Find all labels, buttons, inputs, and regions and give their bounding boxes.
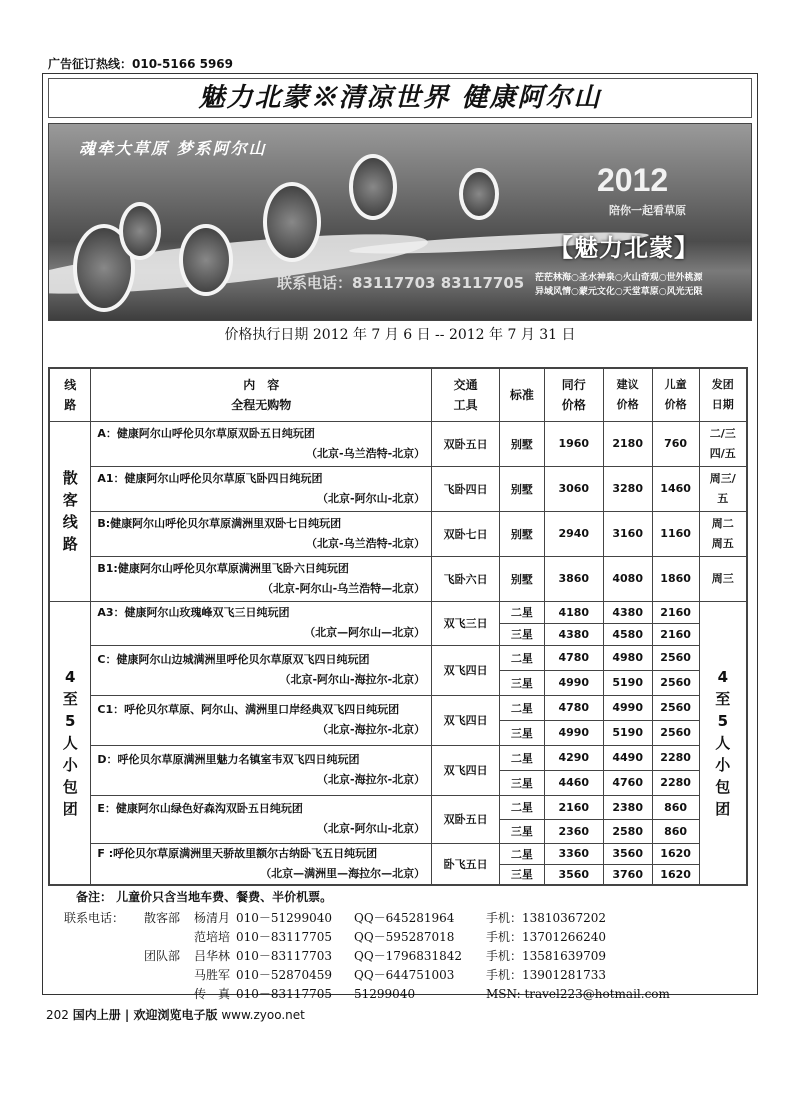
suggested-price-cell: 3160	[603, 511, 652, 556]
route-name: B1:健康阿尔山呼伦贝尔草原满洲里飞卧六日纯玩团	[97, 561, 349, 575]
child-price-cell: 760	[652, 421, 699, 466]
banner-slogan: 魂牵大草原 梦系阿尔山	[79, 139, 267, 158]
table-row	[49, 466, 747, 511]
departure-cell: 周三	[699, 556, 747, 601]
transport-cell: 双卧五日	[432, 795, 500, 843]
route-path: （北京-阿尔山-海拉尔-北京）	[279, 673, 426, 686]
suggested-price-cell: 4990	[603, 695, 652, 720]
peer-price-cell: 2940	[544, 511, 603, 556]
contact-row	[62, 985, 686, 1004]
route-path: （北京-海拉尔-北京）	[317, 723, 426, 736]
table-row	[49, 843, 747, 864]
table-row	[49, 645, 747, 670]
standard-cell: 别墅	[499, 511, 544, 556]
peer-price-cell: 4290	[544, 745, 603, 770]
route-name: F :呼伦贝尔草原满洲里天骄故里额尔古纳卧飞五日纯玩团	[97, 846, 378, 860]
child-price-cell: 1460	[652, 466, 699, 511]
suggested-price-cell: 4380	[603, 601, 652, 623]
contact-phone: 010－83117703	[236, 949, 332, 963]
contact-name: 范培培	[193, 930, 230, 944]
contact-label	[62, 985, 124, 1004]
peer-price-cell: 4380	[544, 623, 603, 645]
child-price-cell: 860	[652, 795, 699, 819]
route-path: （北京-阿尔山-北京）	[317, 491, 426, 505]
contact-dept	[124, 985, 180, 1004]
departure-cell: 二/三 四/五	[699, 421, 747, 466]
route-name: D：呼伦贝尔草原满洲里魅力名镇室韦双飞四日纯玩团	[97, 753, 360, 766]
route-name-cell	[91, 556, 432, 601]
route-path: （北京-阿尔山-北京）	[317, 822, 426, 835]
table-row	[49, 601, 747, 623]
standard-cell: 三星	[499, 819, 544, 843]
transport-cell: 飞卧四日	[432, 466, 500, 511]
child-price-cell: 2560	[652, 670, 699, 695]
header-content-subtitle: 全程无购物	[231, 397, 292, 412]
price-table	[48, 367, 748, 886]
table-header	[49, 368, 747, 421]
standard-cell: 二星	[499, 695, 544, 720]
header-content-title: 内 容	[243, 377, 280, 392]
contact-dept: 团队部	[143, 949, 180, 963]
peer-price-cell: 3860	[544, 556, 603, 601]
suggested-price-cell: 2580	[603, 819, 652, 843]
child-price-cell: 2280	[652, 770, 699, 795]
child-price-cell: 2160	[652, 601, 699, 623]
suggested-price-cell: 4760	[603, 770, 652, 795]
contact-qq: QQ－644751003	[354, 968, 455, 982]
route-name-cell	[91, 843, 432, 885]
page-number: 202	[46, 1008, 69, 1022]
contact-label	[62, 928, 124, 947]
child-price-cell: 2160	[652, 623, 699, 645]
transport-cell: 卧飞五日	[432, 843, 500, 885]
route-name: A3：健康阿尔山玫瑰峰双飞三日纯玩团	[97, 606, 290, 619]
contact-row	[62, 909, 686, 928]
suggested-price-cell: 3760	[603, 864, 652, 885]
header-suggested-price: 建议 价格	[603, 368, 652, 421]
peer-price-cell: 4990	[544, 670, 603, 695]
departure-small-group: 4 至 5 人 小 包 团	[699, 601, 747, 885]
contact-qq: 51299040	[354, 987, 416, 1001]
notes-section	[62, 888, 686, 1004]
price-period: 价格执行日期 2012 年 7 月 6 日 -- 2012 年 7 月 31 日	[224, 327, 576, 343]
suggested-price-cell: 4580	[603, 623, 652, 645]
suggested-price-cell: 3280	[603, 466, 652, 511]
contact-mobile: 手机：13581639709	[486, 949, 606, 963]
route-name-cell	[91, 745, 432, 795]
photo-circle	[459, 168, 499, 220]
child-price-cell: 2560	[652, 645, 699, 670]
contact-label	[62, 947, 124, 966]
contact-dept	[124, 966, 180, 985]
contact-qq: QQ－1796831842	[354, 949, 463, 963]
standard-cell: 三星	[499, 720, 544, 745]
photo-circle	[119, 202, 161, 260]
standard-cell: 二星	[499, 795, 544, 819]
peer-price-cell: 3360	[544, 843, 603, 864]
child-price-cell: 1160	[652, 511, 699, 556]
suggested-price-cell: 4080	[603, 556, 652, 601]
route-name-cell	[91, 511, 432, 556]
standard-cell: 二星	[499, 843, 544, 864]
peer-price-cell: 2360	[544, 819, 603, 843]
contact-dept: 散客部	[143, 911, 180, 925]
banner-year-subtitle: 陪你一起看草原	[609, 204, 686, 217]
header-child-price: 儿童 价格	[652, 368, 699, 421]
header-standard: 标准	[499, 368, 544, 421]
contact-dept	[124, 928, 180, 947]
contact-name: 传 真	[193, 987, 230, 1001]
route-path: （北京-海拉尔-北京）	[317, 773, 426, 786]
suggested-price-cell: 5190	[603, 720, 652, 745]
child-price-cell: 1620	[652, 864, 699, 885]
route-name-cell	[91, 421, 432, 466]
route-name-cell	[91, 795, 432, 843]
standard-cell: 三星	[499, 670, 544, 695]
promo-banner	[48, 123, 752, 321]
contact-mobile: MSN: travel223@hotmail.com	[486, 987, 670, 1001]
child-price-cell: 2560	[652, 695, 699, 720]
peer-price-cell: 4460	[544, 770, 603, 795]
standard-cell: 别墅	[499, 466, 544, 511]
peer-price-cell: 4780	[544, 695, 603, 720]
contact-mobile: 手机：13901281733	[486, 968, 606, 982]
route-path: （北京—阿尔山—北京）	[304, 626, 426, 639]
route-path: （北京-乌兰浩特-北京）	[306, 536, 426, 550]
table-row	[49, 421, 747, 466]
route-name-cell	[91, 601, 432, 645]
header-route: 线 路	[49, 368, 91, 421]
contact-phone: 010－83117705	[236, 987, 332, 1001]
suggested-price-cell: 3560	[603, 843, 652, 864]
standard-cell: 二星	[499, 601, 544, 623]
transport-cell: 双飞四日	[432, 745, 500, 795]
photo-circle	[263, 182, 321, 262]
suggested-price-cell: 4490	[603, 745, 652, 770]
route-name: E：健康阿尔山绿色好森沟双卧五日纯玩团	[97, 802, 303, 815]
banner-phone: 联系电话：83117703 83117705	[277, 274, 525, 292]
standard-cell: 三星	[499, 770, 544, 795]
transport-cell: 飞卧六日	[432, 556, 500, 601]
contact-name: 吕华林	[193, 949, 230, 963]
section-label-small-group: 4 至 5 人 小 包 团	[49, 601, 91, 885]
route-path: （北京—满洲里—海拉尔—北京）	[260, 866, 426, 880]
suggested-price-cell: 5190	[603, 670, 652, 695]
suggested-price-cell: 2180	[603, 421, 652, 466]
section-label-individual: 散 客 线 路	[49, 421, 91, 601]
peer-price-cell: 4990	[544, 720, 603, 745]
suggested-price-cell: 2380	[603, 795, 652, 819]
contact-phone: 010－83117705	[236, 930, 332, 944]
peer-price-cell: 3060	[544, 466, 603, 511]
contact-phone: 010－52870459	[236, 968, 332, 982]
transport-cell: 双飞四日	[432, 695, 500, 745]
peer-price-cell: 4180	[544, 601, 603, 623]
transport-cell: 双卧七日	[432, 511, 500, 556]
peer-price-cell: 3560	[544, 864, 603, 885]
route-path: （北京-乌兰浩特-北京）	[306, 446, 426, 460]
child-price-cell: 1620	[652, 843, 699, 864]
contact-label	[62, 966, 124, 985]
standard-cell: 别墅	[499, 556, 544, 601]
photo-circle	[349, 154, 397, 220]
departure-cell: 周二 周五	[699, 511, 747, 556]
standard-cell: 二星	[499, 645, 544, 670]
table-row	[49, 511, 747, 556]
child-price-cell: 1860	[652, 556, 699, 601]
footer-section: 国内上册 | 欢迎浏览电子版	[72, 1008, 218, 1022]
route-path: （北京-阿尔山-乌兰浩特—北京）	[262, 581, 426, 595]
standard-cell: 二星	[499, 745, 544, 770]
child-price-cell: 860	[652, 819, 699, 843]
route-name: C：健康阿尔山边城满洲里呼伦贝尔草原双飞四日纯玩团	[97, 653, 370, 666]
banner-brand: 【魅力北蒙】	[549, 234, 699, 262]
route-name-cell	[91, 695, 432, 745]
peer-price-cell: 2160	[544, 795, 603, 819]
route-name: B:健康阿尔山呼伦贝尔草原满洲里双卧七日纯玩团	[97, 516, 342, 530]
banner-features: 茫茫林海○圣水神泉○火山奇观○世外桃源	[535, 273, 703, 283]
route-name: A：健康阿尔山呼伦贝尔草原双卧五日纯玩团	[97, 426, 315, 440]
header-transport: 交通 工具	[432, 368, 500, 421]
banner-year: 2012	[597, 162, 669, 198]
contact-name: 杨清月	[193, 911, 230, 925]
peer-price-cell: 1960	[544, 421, 603, 466]
route-name: C1：呼伦贝尔草原、阿尔山、满洲里口岸经典双飞四日纯玩团	[97, 703, 400, 716]
route-name-cell	[91, 466, 432, 511]
header-peer-price: 同行 价格	[544, 368, 603, 421]
table-row	[49, 795, 747, 819]
photo-circle	[179, 224, 233, 296]
contact-label: 联系电话：	[63, 911, 124, 925]
transport-cell: 双卧五日	[432, 421, 500, 466]
peer-price-cell: 4780	[544, 645, 603, 670]
departure-cell: 周三/ 五	[699, 466, 747, 511]
route-name: A1：健康阿尔山呼伦贝尔草原飞卧四日纯玩团	[97, 471, 323, 485]
transport-cell: 双飞四日	[432, 645, 500, 695]
transport-cell: 双飞三日	[432, 601, 500, 645]
route-name-cell	[91, 645, 432, 695]
contact-row	[62, 928, 686, 947]
ad-hotline: 广告征订热线：010-5166 5969	[48, 57, 234, 71]
standard-cell: 三星	[499, 623, 544, 645]
footer-url[interactable]: www.zyoo.net	[221, 1008, 305, 1022]
contact-name: 马胜军	[193, 968, 230, 982]
contact-row	[62, 966, 686, 985]
standard-cell: 别墅	[499, 421, 544, 466]
child-price-cell: 2560	[652, 720, 699, 745]
header-content	[91, 368, 432, 421]
page-footer	[46, 1006, 305, 1023]
table-row	[49, 556, 747, 601]
contact-list	[62, 909, 686, 1004]
contact-qq: QQ－595287018	[354, 930, 455, 944]
suggested-price-cell: 4980	[603, 645, 652, 670]
child-price-note: 备注： 儿童价只含当地车费、餐费、半价机票。	[76, 890, 333, 904]
contact-qq: QQ－645281964	[354, 911, 455, 925]
banner-features: 异域风情○蒙元文化○天堂草原○风光无限	[535, 287, 703, 297]
table-row	[49, 745, 747, 770]
contact-mobile: 手机：13701266240	[486, 930, 606, 944]
child-price-cell: 2280	[652, 745, 699, 770]
contact-row	[62, 947, 686, 966]
contact-phone: 010－51299040	[236, 911, 332, 925]
header-departure: 发团 日期	[699, 368, 747, 421]
table-row	[49, 695, 747, 720]
page-title: 魅力北蒙※清凉世界 健康阿尔山	[48, 78, 752, 118]
contact-mobile: 手机：13810367202	[486, 911, 606, 925]
standard-cell: 三星	[499, 864, 544, 885]
